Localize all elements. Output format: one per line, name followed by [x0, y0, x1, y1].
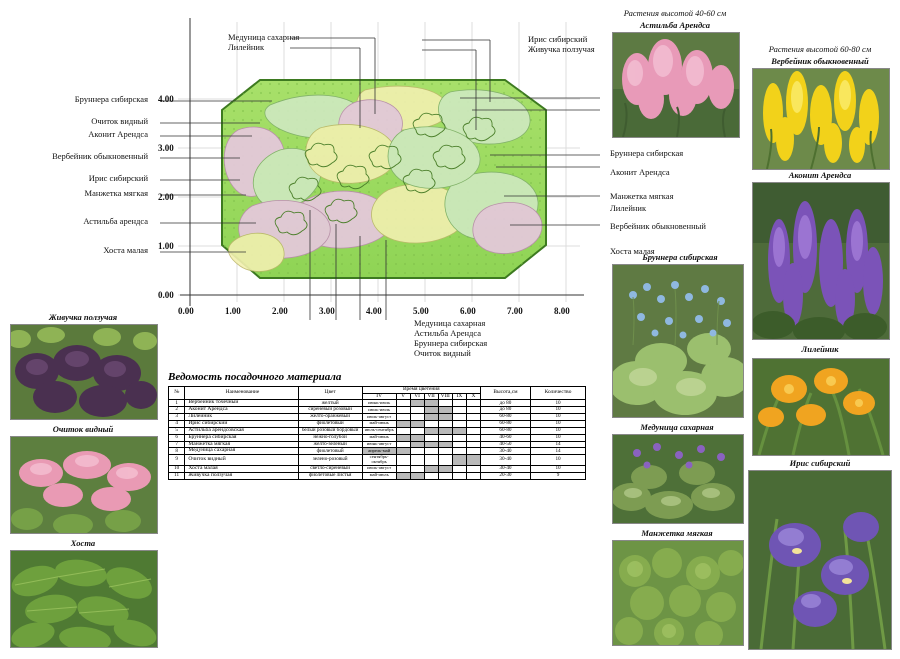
hosta-caption: Хоста	[70, 538, 96, 548]
cell-month-0: май-июнь	[362, 420, 396, 427]
cell-month-6	[466, 400, 480, 407]
cell-month-6	[466, 441, 480, 448]
table-row	[169, 455, 586, 466]
cell-month-0: май-июль	[362, 472, 396, 479]
cell-qty: 10	[531, 400, 586, 407]
cell-month-0: июль-август	[362, 414, 396, 421]
cell-name: Хоста малая	[185, 465, 298, 472]
cell-month-1	[396, 414, 410, 421]
cell-name: Очиток видный	[185, 455, 298, 466]
cell-qty: 10	[531, 407, 586, 414]
cell-month-4	[438, 465, 452, 472]
cell-num: 11	[169, 472, 185, 479]
cell-color: сиреневый розовый	[298, 407, 362, 414]
planting-table	[168, 386, 586, 480]
callout-brunnera-left: Бруннера сибирская	[74, 94, 148, 104]
callout-medunica-top: Медуница сахарная	[228, 32, 300, 42]
cell-color: зелено-розовый	[298, 455, 362, 466]
cell-height: 40-50	[480, 441, 530, 448]
cell-month-5	[452, 420, 466, 427]
cell-month-2	[410, 472, 424, 479]
callout-akonit-left: Аконит Арендса	[88, 129, 148, 139]
callout-manzhetka-left: Манжетка мягкая	[84, 188, 148, 198]
cell-month-5	[452, 414, 466, 421]
cell-month-3	[424, 400, 438, 407]
cell-name: Лилейник	[185, 414, 298, 421]
planting-schedule	[168, 371, 588, 480]
cell-height: 30-40	[480, 448, 530, 455]
cell-month-4	[438, 434, 452, 441]
table-row	[169, 400, 586, 407]
cell-month-4	[438, 441, 452, 448]
cell-month-6	[466, 407, 480, 414]
cell-month-1	[396, 427, 410, 434]
cell-month-1	[396, 465, 410, 472]
cell-qty: 14	[531, 448, 586, 455]
cell-height: 30-40	[480, 465, 530, 472]
lileynik-caption: Лилейник	[801, 344, 839, 354]
cell-month-4	[438, 420, 452, 427]
zhivuchka-caption: Живучка ползучая	[48, 312, 118, 322]
callout-lileynik-right: Лилейник	[610, 203, 647, 213]
cell-month-4	[438, 400, 452, 407]
cell-month-1	[396, 455, 410, 466]
cell-height: 60-80	[480, 420, 530, 427]
cell-height: до 80	[480, 400, 530, 407]
cell-month-5	[452, 465, 466, 472]
cell-month-0: сентябрь-октябрь	[362, 455, 396, 466]
cell-month-2	[410, 414, 424, 421]
cell-num: 2	[169, 407, 185, 414]
cell-name: Вербейник точечный	[185, 400, 298, 407]
cell-month-5	[452, 407, 466, 414]
cell-color: жёлто-зеленый	[298, 441, 362, 448]
cell-month-2	[410, 465, 424, 472]
cell-num: 10	[169, 465, 185, 472]
cell-month-2	[410, 434, 424, 441]
table-row	[169, 407, 586, 414]
hosta-photo	[10, 550, 158, 648]
cell-color: фиолетовый	[298, 448, 362, 455]
manzhetka-photo	[612, 540, 744, 646]
brunnera-caption: Бруннера сибирская	[642, 252, 718, 262]
callout-ochitok-bottom: Очиток видный	[414, 348, 471, 358]
verbeynik-head-1: Растения высотой 60-80 см	[768, 44, 872, 54]
cell-month-6	[466, 465, 480, 472]
callout-astilba-left: Астильба арендса	[83, 216, 148, 226]
callout-verbeynik-right: Вербейник обыкновенный	[610, 221, 706, 231]
y-tick-3: 3.00	[158, 143, 174, 153]
callout-iris-top: Ирис сибирский	[528, 34, 588, 44]
cell-month-6	[466, 472, 480, 479]
cell-month-1	[396, 407, 410, 414]
cell-color: белый розовый бордовый	[298, 427, 362, 434]
cell-num: 7	[169, 441, 185, 448]
cell-num: 4	[169, 420, 185, 427]
cell-num: 3	[169, 414, 185, 421]
cell-color: светло-сиреневый	[298, 465, 362, 472]
callout-brunnera-right: Бруннера сибирская	[610, 148, 684, 158]
table-row	[169, 414, 586, 421]
callout-zhivuchka-top: Живучка ползучая	[528, 44, 595, 54]
cell-month-1	[396, 400, 410, 407]
cell-month-0: июнь-июль	[362, 400, 396, 407]
cell-name: Медуница сахарная	[185, 448, 298, 455]
cell-qty: 10	[531, 465, 586, 472]
zhivuchka-photo	[10, 324, 158, 420]
y-tick-4: 4.00	[158, 94, 174, 104]
cell-month-5	[452, 441, 466, 448]
ochitok-caption: Очиток видный	[52, 424, 114, 434]
astilba-head-1: Растения высотой 40-60 см	[623, 8, 727, 18]
th-bloom: Время цветения	[362, 387, 480, 394]
cell-month-4	[438, 407, 452, 414]
cell-height: 60-80	[480, 414, 530, 421]
x-tick-5: 5.00	[413, 306, 429, 316]
cell-month-0: июль-сентябрь	[362, 427, 396, 434]
cell-qty: 10	[531, 414, 586, 421]
cell-month-0: июнь-август	[362, 441, 396, 448]
cell-month-2	[410, 400, 424, 407]
cell-qty: 10	[531, 434, 586, 441]
plan-svg	[160, 10, 600, 320]
cell-name: Живучка ползучая	[185, 472, 298, 479]
cell-name: Астильба арендсовская	[185, 427, 298, 434]
cell-name: Бруннера сибирская	[185, 434, 298, 441]
medunica-photo	[612, 434, 744, 524]
callout-hosta-left: Хоста малая	[103, 245, 148, 255]
cell-month-6	[466, 455, 480, 466]
cell-qty: 10	[531, 427, 586, 434]
callout-hosta-right: Хоста малая	[610, 246, 655, 256]
cell-num: 8	[169, 448, 185, 455]
cell-month-3	[424, 441, 438, 448]
callout-medunica-bottom: Медуница сахарная	[414, 318, 486, 328]
callout-lileynik-top: Лилейник	[228, 42, 265, 52]
cell-month-3	[424, 448, 438, 455]
cell-num: 5	[169, 427, 185, 434]
akonit-caption: Аконит Арендса	[788, 170, 852, 180]
cell-month-4	[438, 472, 452, 479]
cell-month-1	[396, 448, 410, 455]
cell-color: фиолетовый	[298, 420, 362, 427]
cell-month-2	[410, 427, 424, 434]
cell-qty: 10	[531, 420, 586, 427]
th-month-9: IX	[452, 393, 466, 400]
cell-qty: 14	[531, 441, 586, 448]
cell-month-6	[466, 414, 480, 421]
manzhetka-caption: Манжетка мягкая	[641, 528, 713, 538]
th-month-5: V	[396, 393, 410, 400]
cell-qty: 10	[531, 455, 586, 466]
y-tick-1: 1.00	[158, 241, 174, 251]
table-row	[169, 472, 586, 479]
callout-brunnera-bottom: Бруннера сибирская	[414, 338, 488, 348]
th-month-7: VII	[424, 393, 438, 400]
cell-month-6	[466, 434, 480, 441]
cell-month-3	[424, 455, 438, 466]
brunnera-photo	[612, 264, 744, 418]
cell-month-1	[396, 420, 410, 427]
callout-manzhetka-right: Манжетка мягкая	[610, 191, 674, 201]
cell-month-5	[452, 400, 466, 407]
cell-color: фиолетовые листья	[298, 472, 362, 479]
cell-month-2	[410, 420, 424, 427]
cell-height: 20-30	[480, 472, 530, 479]
x-tick-0: 0.00	[178, 306, 194, 316]
iris-photo	[748, 470, 892, 650]
x-tick-4: 4.00	[366, 306, 382, 316]
cell-height: до 80	[480, 407, 530, 414]
th-month-6: VI	[410, 393, 424, 400]
cell-month-5	[452, 448, 466, 455]
cell-name: Манжетка мягкая	[185, 441, 298, 448]
th-color: Цвет	[298, 387, 362, 400]
verbeynik-head-2: Вербейник обыкновенный	[771, 56, 869, 66]
table-row	[169, 434, 586, 441]
cell-name: Ирис сибирский	[185, 420, 298, 427]
verbeynik-photo	[752, 68, 890, 170]
cell-month-1	[396, 434, 410, 441]
callout-iris-left: Ирис сибирский	[88, 173, 148, 183]
cell-month-6	[466, 420, 480, 427]
cell-month-4	[438, 414, 452, 421]
x-tick-8: 8.00	[554, 306, 570, 316]
cell-color: желтый	[298, 400, 362, 407]
cell-month-2	[410, 455, 424, 466]
cell-month-3	[424, 427, 438, 434]
akonit-photo	[752, 182, 890, 340]
cell-month-3	[424, 407, 438, 414]
astilba-head-2: Астильба Арендса	[640, 20, 710, 30]
cell-color: жёлто-оранжевый	[298, 414, 362, 421]
cell-month-0: июль-август	[362, 465, 396, 472]
th-qty: Количество	[531, 387, 586, 400]
cell-month-0: апрель-май	[362, 448, 396, 455]
cell-month-5	[452, 472, 466, 479]
cell-month-0: июль-июль	[362, 407, 396, 414]
cell-month-5	[452, 434, 466, 441]
cell-month-2	[410, 407, 424, 414]
cell-month-3	[424, 465, 438, 472]
cell-qty: 9	[531, 472, 586, 479]
medunica-caption: Медуница сахарная	[640, 422, 714, 432]
cell-month-3	[424, 420, 438, 427]
th-month-8: VIII	[438, 393, 452, 400]
cell-month-4	[438, 448, 452, 455]
x-tick-3: 3.00	[319, 306, 335, 316]
th-month-4: IV	[362, 393, 396, 400]
y-tick-2: 2.00	[158, 192, 174, 202]
cell-month-4	[438, 455, 452, 466]
garden-plan	[160, 10, 600, 320]
cell-num: 1	[169, 400, 185, 407]
cell-height: 30-40	[480, 455, 530, 466]
th-height: Высота,см	[480, 387, 530, 400]
x-tick-1: 1.00	[225, 306, 241, 316]
cell-month-6	[466, 427, 480, 434]
cell-name: Аконит Арендса	[185, 407, 298, 414]
cell-month-1	[396, 472, 410, 479]
ochitok-photo	[10, 436, 158, 534]
cell-num: 6	[169, 434, 185, 441]
callout-verbeynik-left: Вербейник обыкновенный	[52, 151, 148, 161]
th-num: №	[169, 387, 185, 400]
table-body	[169, 400, 586, 479]
x-tick-7: 7.00	[507, 306, 523, 316]
cell-month-1	[396, 441, 410, 448]
x-tick-2: 2.00	[272, 306, 288, 316]
th-month-10: X	[466, 393, 480, 400]
cell-month-3	[424, 434, 438, 441]
astilba-photo	[612, 32, 740, 138]
cell-month-2	[410, 448, 424, 455]
th-name: Наименование	[185, 387, 298, 400]
cell-month-5	[452, 427, 466, 434]
cell-height: 60-80	[480, 427, 530, 434]
cell-month-4	[438, 427, 452, 434]
cell-month-5	[452, 455, 466, 466]
iris-caption: Ирис сибирский	[789, 458, 851, 468]
lileynik-photo	[752, 358, 890, 456]
cell-month-3	[424, 472, 438, 479]
table-title: Ведомость посадочного материала	[168, 371, 342, 383]
cell-num: 9	[169, 455, 185, 466]
cell-month-6	[466, 448, 480, 455]
callout-akonit-right: Аконит Арендса	[610, 167, 670, 177]
cell-height: 40-60	[480, 434, 530, 441]
cell-month-3	[424, 414, 438, 421]
y-tick-0: 0.00	[158, 290, 174, 300]
callout-ochitok-left: Очиток видный	[91, 116, 148, 126]
x-tick-6: 6.00	[460, 306, 476, 316]
cell-color: нежно-голубой	[298, 434, 362, 441]
cell-month-2	[410, 441, 424, 448]
cell-month-0: май-июнь	[362, 434, 396, 441]
callout-astilba-bottom: Астильба Арендса	[414, 328, 481, 338]
